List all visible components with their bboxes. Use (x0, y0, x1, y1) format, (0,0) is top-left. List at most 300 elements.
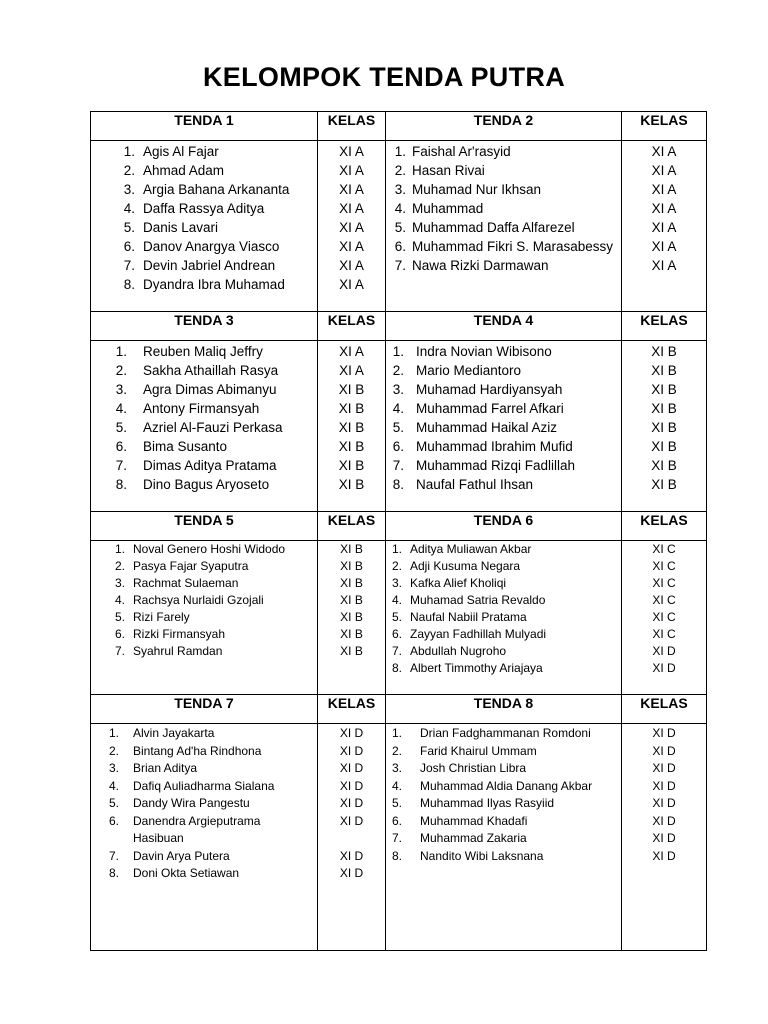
member-item (91, 609, 317, 626)
member-kelas: XI B (651, 382, 677, 397)
tenda-header-row (91, 312, 707, 341)
member-name: Muhamad Nur Ikhsan (412, 182, 542, 197)
member-item (386, 643, 621, 660)
kelas-list (318, 724, 385, 883)
member-name: Drian Fadghammanan Romdoni (420, 726, 591, 740)
kelas-header: KELAS (318, 312, 386, 341)
kelas-header: KELAS (622, 695, 707, 724)
member-kelas: XI A (651, 239, 677, 254)
member-kelas-cell (318, 141, 386, 312)
member-item (386, 180, 621, 199)
member-kelas: XI A (651, 201, 677, 216)
member-number: 6. (115, 439, 127, 454)
member-name: Kafka Alief Kholiqi (410, 576, 507, 590)
member-name: Farid Khairul Ummam (420, 743, 537, 758)
member-item (91, 830, 317, 848)
member-kelas: XI B (340, 542, 363, 556)
member-number: 6. (394, 239, 406, 254)
kelas-header: KELAS (318, 512, 386, 541)
member-item (386, 660, 621, 677)
member-name: Muhamad Satria Revaldo (410, 593, 546, 607)
kelas-header: KELAS (622, 312, 707, 341)
member-name: Rachsya Nurlaidi Gzojali (133, 593, 264, 607)
member-item (91, 592, 317, 609)
member-number: 7. (394, 258, 406, 273)
member-item (386, 342, 621, 361)
tenda-name-header: TENDA 1 (91, 112, 318, 141)
member-number: 8. (115, 477, 127, 492)
member-number: 3. (391, 576, 402, 590)
member-list (91, 141, 317, 294)
member-kelas: XI D (339, 761, 364, 775)
member-name: Agra Dimas Abimanyu (143, 382, 277, 397)
member-name: Agis Al Fajar (143, 144, 219, 159)
member-kelas: XI D (652, 796, 676, 810)
member-name: Zayyan Fadhillah Mulyadi (410, 627, 547, 641)
member-kelas: XI A (651, 258, 677, 273)
kelas-list (318, 341, 385, 494)
member-item (91, 778, 317, 796)
member-kelas: XI B (651, 439, 677, 454)
member-name: Mario Mediantoro (416, 363, 522, 378)
member-kelas: XI B (340, 559, 363, 573)
member-number: 3. (108, 761, 119, 775)
member-kelas: XI D (339, 726, 364, 740)
member-item (91, 456, 317, 475)
member-kelas-cell (622, 541, 707, 695)
member-number: 8. (391, 661, 402, 675)
member-kelas: XI B (340, 593, 363, 607)
member-kelas: XI D (652, 661, 676, 675)
member-number: 4. (392, 401, 404, 416)
member-item (91, 743, 317, 761)
member-name: Doni Okta Setiawan (133, 866, 240, 880)
member-kelas: XI D (652, 848, 676, 863)
member-number: 3. (115, 382, 127, 397)
member-kelas: XI D (339, 743, 364, 758)
tenda-name-header: TENDA 2 (386, 112, 622, 141)
member-item (386, 778, 621, 796)
member-name: Rizki Firmansyah (133, 627, 226, 641)
member-number: 4. (108, 778, 119, 793)
member-list (386, 541, 621, 677)
member-item (386, 456, 621, 475)
member-number: 8. (392, 477, 404, 492)
member-item (386, 830, 621, 848)
member-name: Syahrul Ramdan (133, 644, 223, 658)
member-kelas-cell (318, 541, 386, 695)
member-name: Muhammad Zakaria (420, 831, 527, 845)
member-number: 7. (108, 848, 119, 863)
member-number: 6. (114, 627, 125, 641)
member-kelas: XI A (339, 258, 364, 273)
member-item (386, 558, 621, 575)
tenda-name-header: TENDA 6 (386, 512, 622, 541)
member-item (386, 795, 621, 813)
member-number: 5. (108, 796, 119, 810)
member-number: 6. (391, 813, 402, 828)
tenda-name-header: TENDA 7 (91, 695, 318, 724)
member-name: Indra Novian Wibisono (416, 344, 552, 359)
member-item (91, 342, 317, 361)
member-kelas: XI D (339, 813, 364, 828)
member-name: Alvin Jayakarta (133, 726, 215, 740)
member-number: 2. (115, 363, 127, 378)
member-number: 4. (391, 778, 402, 793)
member-item (386, 475, 621, 494)
kelas-list (318, 141, 385, 294)
member-name: Naufal Fathul Ihsan (416, 477, 534, 492)
member-name: Bima Susanto (143, 439, 228, 454)
member-kelas-cell (622, 141, 707, 312)
member-name: Muhammad Ilyas Rasyiid (420, 796, 555, 810)
member-name: Danendra Argieputrama (133, 813, 261, 828)
member-kelas-cell (622, 724, 707, 951)
member-name: Muhammad Fikri S. Marasabessy (412, 239, 614, 254)
member-name: Argia Bahana Arkananta (143, 182, 290, 197)
member-name: Muhammad Ibrahim Mufid (416, 439, 573, 454)
member-number: 4. (114, 593, 125, 607)
member-kelas: XI B (338, 382, 365, 397)
member-name: Muhammad Daffa Alfarezel (412, 220, 575, 235)
tenda-header-row (91, 112, 707, 141)
member-number: 2. (114, 559, 125, 573)
member-name: Davin Arya Putera (133, 848, 230, 863)
member-kelas: XI B (651, 458, 677, 473)
member-item (386, 626, 621, 643)
member-list (91, 724, 317, 883)
kelas-list (622, 341, 706, 494)
member-item (91, 237, 317, 256)
member-number: 8. (391, 848, 402, 863)
member-kelas: XI A (339, 201, 364, 216)
member-item (386, 592, 621, 609)
member-number: 8. (123, 277, 135, 292)
member-name: Abdullah Nugroho (410, 644, 507, 658)
member-item (386, 541, 621, 558)
member-number: 5. (394, 220, 406, 235)
member-kelas: XI D (652, 778, 676, 793)
tent-groups-table (90, 111, 707, 951)
member-kelas: XI A (339, 363, 364, 378)
member-name: Reuben Maliq Jeffry (143, 344, 263, 359)
member-number: 3. (391, 761, 402, 775)
member-kelas: XI C (652, 593, 676, 607)
member-item (91, 361, 317, 380)
member-number: 7. (114, 644, 125, 658)
member-kelas: XI B (651, 344, 677, 359)
kelas-header: KELAS (622, 512, 707, 541)
member-kelas: XI B (338, 420, 365, 435)
member-kelas: XI D (652, 831, 676, 845)
member-kelas: XI B (340, 576, 363, 590)
member-name: Danov Anargya Viasco (143, 239, 280, 254)
member-kelas: XI A (339, 220, 364, 235)
member-number: 4. (115, 401, 127, 416)
member-name: Nawa Rizki Darmawan (412, 258, 549, 273)
member-item (91, 865, 317, 883)
member-name: Rizi Farely (133, 610, 190, 624)
member-name: Antony Firmansyah (143, 401, 260, 416)
member-name: Albert Timmothy Ariajaya (410, 661, 543, 675)
member-kelas-cell (318, 724, 386, 951)
member-kelas (318, 830, 385, 848)
member-item (91, 142, 317, 161)
member-item (91, 180, 317, 199)
member-name: Nandito Wibi Laksnana (420, 848, 544, 863)
member-item (91, 575, 317, 592)
member-kelas: XI A (339, 239, 364, 254)
member-kelas: XI D (652, 644, 676, 658)
member-kelas: XI B (651, 477, 677, 492)
member-number: 2. (391, 559, 402, 573)
member-item (386, 237, 621, 256)
member-item (91, 399, 317, 418)
member-kelas: XI C (652, 559, 676, 573)
member-kelas-cell (622, 341, 707, 512)
member-item (386, 361, 621, 380)
tenda-name-header: TENDA 3 (91, 312, 318, 341)
member-name: Dandy Wira Pangestu (133, 796, 250, 810)
member-item (91, 813, 317, 831)
member-item (91, 275, 317, 294)
member-item (91, 199, 317, 218)
member-number: 7. (123, 258, 135, 273)
member-number: 6. (123, 239, 135, 254)
member-list (91, 541, 317, 660)
member-number: 4. (123, 201, 135, 216)
member-kelas: XI B (340, 644, 363, 658)
member-kelas: XI D (339, 778, 364, 793)
member-number: 2. (391, 743, 402, 758)
member-item (386, 813, 621, 831)
member-kelas: XI D (652, 743, 676, 758)
member-number: 1. (391, 542, 402, 556)
member-kelas: XI A (651, 220, 677, 235)
member-kelas: XI A (651, 182, 677, 197)
member-item (386, 418, 621, 437)
member-kelas: XI B (338, 458, 365, 473)
member-names-cell (386, 141, 622, 312)
member-number: 5. (115, 420, 127, 435)
member-number: 5. (391, 610, 402, 624)
tenda-name-header: TENDA 8 (386, 695, 622, 724)
member-kelas: XI B (338, 401, 365, 416)
tenda-header-row (91, 695, 707, 724)
member-name: Noval Genero Hoshi Widodo (133, 542, 286, 556)
member-number: 6. (108, 813, 119, 828)
member-number: 8. (108, 866, 119, 880)
member-number: 2. (394, 163, 406, 178)
member-item (386, 437, 621, 456)
member-name: Ahmad Adam (143, 163, 225, 178)
member-name: Brian Aditya (133, 761, 198, 775)
member-names-cell (91, 541, 318, 695)
member-name: Muhammad (412, 201, 484, 216)
member-name: Danis Lavari (143, 220, 219, 235)
member-number: 5. (391, 796, 402, 810)
member-kelas: XI A (339, 344, 364, 359)
member-item (91, 380, 317, 399)
member-item (91, 161, 317, 180)
member-number: 1. (123, 144, 135, 159)
kelas-header: KELAS (318, 112, 386, 141)
member-number: 3. (394, 182, 406, 197)
kelas-list (318, 541, 385, 660)
member-item (91, 760, 317, 778)
member-name: Rachmat Sulaeman (133, 576, 239, 590)
member-item (386, 380, 621, 399)
member-number: 3. (114, 576, 125, 590)
kelas-list (622, 541, 706, 677)
member-name: Hasibuan (133, 831, 184, 845)
member-name: Dimas Aditya Pratama (143, 458, 277, 473)
member-name: Dafiq Auliadharma Sialana (133, 778, 275, 793)
member-item (386, 760, 621, 778)
member-number: 4. (391, 593, 402, 607)
member-name: Muhammad Aldia Danang Akbar (420, 778, 593, 793)
member-name: Hasan Rivai (412, 163, 485, 178)
member-item (386, 743, 621, 761)
member-name: Dino Bagus Aryoseto (143, 477, 270, 492)
member-item (91, 218, 317, 237)
member-item (91, 256, 317, 275)
member-item (91, 626, 317, 643)
member-kelas: XI D (652, 813, 676, 828)
member-name: Dyandra Ibra Muhamad (143, 277, 285, 292)
member-item (386, 725, 621, 743)
member-item (386, 218, 621, 237)
member-names-cell (91, 341, 318, 512)
member-item (386, 161, 621, 180)
member-list (386, 141, 621, 275)
member-number: 1. (391, 726, 402, 740)
member-kelas: XI D (339, 848, 364, 863)
tenda-body-row (91, 724, 707, 951)
member-number: 5. (114, 610, 125, 624)
member-number: 7. (391, 831, 402, 845)
member-number: 1. (108, 726, 119, 740)
member-number (91, 830, 133, 848)
member-kelas: XI B (338, 439, 365, 454)
member-name: Devin Jabriel Andrean (143, 258, 276, 273)
kelas-list (622, 724, 706, 865)
member-item (91, 848, 317, 866)
member-kelas: XI D (652, 726, 676, 740)
member-name: Adji Kusuma Negara (410, 559, 521, 573)
member-kelas: XI C (652, 542, 676, 556)
member-name: Pasya Fajar Syaputra (133, 559, 249, 573)
member-item (386, 399, 621, 418)
member-number: 3. (392, 382, 404, 397)
member-number: 1. (115, 344, 127, 359)
member-item (91, 795, 317, 813)
member-kelas: XI D (652, 761, 676, 775)
member-list (91, 341, 317, 494)
member-item (386, 199, 621, 218)
member-kelas-cell (318, 341, 386, 512)
member-kelas: XI B (651, 420, 677, 435)
member-names-cell (386, 724, 622, 951)
member-number: 1. (392, 344, 404, 359)
member-name: Daffa Rassya Aditya (143, 201, 265, 216)
member-number: 7. (391, 644, 402, 658)
member-number: 1. (394, 144, 406, 159)
tenda-header-row (91, 512, 707, 541)
kelas-header: KELAS (318, 695, 386, 724)
tenda-name-header: TENDA 5 (91, 512, 318, 541)
member-name: Aditya Muliawan Akbar (410, 542, 532, 556)
member-number: 2. (108, 743, 119, 758)
member-item (91, 475, 317, 494)
member-kelas: XI B (340, 610, 363, 624)
member-list (386, 341, 621, 494)
member-item (386, 609, 621, 626)
member-name: Bintang Ad'ha Rindhona (133, 743, 262, 758)
member-names-cell (386, 341, 622, 512)
tenda-body-row (91, 341, 707, 512)
member-number: 2. (123, 163, 135, 178)
member-name: Sakha Athaillah Rasya (143, 363, 279, 378)
member-names-cell (91, 141, 318, 312)
member-item (91, 541, 317, 558)
member-kelas: XI A (339, 182, 364, 197)
member-kelas: XI D (339, 866, 364, 880)
member-kelas: XI A (651, 163, 677, 178)
member-kelas: XI A (339, 144, 364, 159)
member-name: Muhammad Haikal Aziz (416, 420, 558, 435)
member-kelas: XI A (339, 163, 364, 178)
member-item (91, 643, 317, 660)
member-names-cell (386, 541, 622, 695)
tenda-body-row (91, 541, 707, 695)
member-item (91, 437, 317, 456)
member-number: 3. (123, 182, 135, 197)
kelas-list (622, 141, 706, 275)
member-name: Azriel Al-Fauzi Perkasa (143, 420, 283, 435)
member-item (386, 142, 621, 161)
member-name: Naufal Nabiil Pratama (410, 610, 527, 624)
member-number: 4. (394, 201, 406, 216)
tenda-body-row (91, 141, 707, 312)
member-item (386, 575, 621, 592)
kelas-header: KELAS (622, 112, 707, 141)
page-title: KELOMPOK TENDA PUTRA (203, 62, 565, 92)
member-kelas: XI B (340, 627, 363, 641)
member-kelas: XI B (338, 477, 365, 492)
member-number: 2. (392, 363, 404, 378)
member-number: 6. (391, 627, 402, 641)
member-name: Muhammad Rizqi Fadlillah (416, 458, 576, 473)
member-name: Faishal Ar'rasyid (412, 144, 511, 159)
member-kelas: XI C (652, 610, 676, 624)
member-name: Muhammad Farrel Afkari (416, 401, 564, 416)
member-kelas: XI C (652, 576, 676, 590)
member-kelas: XI B (651, 363, 677, 378)
member-item (386, 848, 621, 866)
member-number: 7. (115, 458, 127, 473)
member-kelas: XI B (651, 401, 677, 416)
member-names-cell (91, 724, 318, 951)
member-list (386, 724, 621, 865)
member-number: 5. (392, 420, 404, 435)
member-name: Josh Christian Libra (420, 761, 527, 775)
tenda-name-header: TENDA 4 (386, 312, 622, 341)
member-name: Muhamad Hardiyansyah (416, 382, 563, 397)
member-kelas: XI A (339, 277, 364, 292)
member-item (386, 256, 621, 275)
member-item (91, 725, 317, 743)
